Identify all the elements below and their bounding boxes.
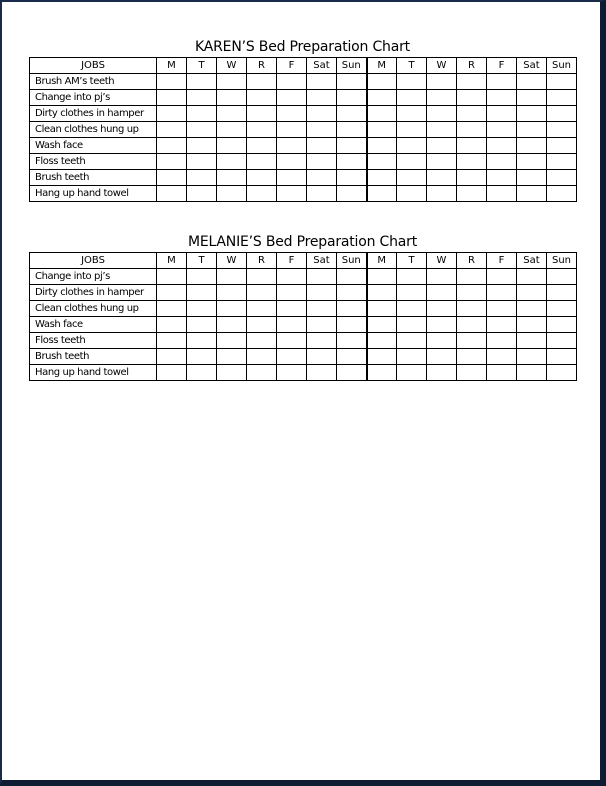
tick-cell[interactable] [217, 186, 247, 202]
header-day: M [367, 58, 397, 74]
tick-cell[interactable] [217, 349, 247, 365]
tick-cell[interactable] [277, 269, 307, 285]
karen-chart [29, 38, 576, 202]
tick-cell[interactable] [217, 317, 247, 333]
tick-cell[interactable] [157, 138, 187, 154]
job-row [30, 74, 577, 90]
tick-cell[interactable] [367, 74, 397, 90]
tick-cell[interactable] [427, 90, 457, 106]
tick-cell[interactable] [247, 365, 277, 381]
tick-cell[interactable] [517, 317, 547, 333]
tick-cell[interactable] [187, 333, 217, 349]
tick-cell[interactable] [217, 106, 247, 122]
tick-cell[interactable] [487, 106, 517, 122]
tick-cell[interactable] [277, 301, 307, 317]
tick-cell[interactable] [457, 269, 487, 285]
tick-cell[interactable] [337, 186, 367, 202]
tick-cell[interactable] [367, 90, 397, 106]
tick-cell[interactable] [397, 349, 427, 365]
tick-cell[interactable] [367, 365, 397, 381]
header-day: Sun [337, 253, 367, 269]
tick-cell[interactable] [547, 138, 577, 154]
tick-cell[interactable] [367, 170, 397, 186]
tick-cell[interactable] [307, 154, 337, 170]
header-day: W [217, 58, 247, 74]
tick-cell[interactable] [397, 301, 427, 317]
job-label: Change into pj’s [30, 90, 157, 106]
tick-cell[interactable] [517, 333, 547, 349]
tick-cell[interactable] [187, 74, 217, 90]
tick-cell[interactable] [517, 90, 547, 106]
tick-cell[interactable] [427, 122, 457, 138]
tick-cell[interactable] [427, 317, 457, 333]
tick-cell[interactable] [517, 365, 547, 381]
header-day: W [427, 253, 457, 269]
tick-cell[interactable] [487, 154, 517, 170]
tick-cell[interactable] [277, 186, 307, 202]
header-day: F [277, 58, 307, 74]
tick-cell[interactable] [277, 90, 307, 106]
tick-cell[interactable] [517, 154, 547, 170]
tick-cell[interactable] [547, 170, 577, 186]
job-label: Brush teeth [30, 349, 157, 365]
tick-cell[interactable] [397, 269, 427, 285]
tick-cell[interactable] [517, 269, 547, 285]
tick-cell[interactable] [217, 154, 247, 170]
tick-cell[interactable] [157, 269, 187, 285]
tick-cell[interactable] [337, 269, 367, 285]
tick-cell[interactable] [517, 285, 547, 301]
tick-cell[interactable] [247, 317, 277, 333]
tick-cell[interactable] [457, 106, 487, 122]
tick-cell[interactable] [337, 90, 367, 106]
tick-cell[interactable] [457, 333, 487, 349]
tick-cell[interactable] [397, 138, 427, 154]
tick-cell[interactable] [217, 301, 247, 317]
tick-cell[interactable] [217, 122, 247, 138]
tick-cell[interactable] [277, 122, 307, 138]
job-label: Brush AM’s teeth [30, 74, 157, 90]
tick-cell[interactable] [247, 170, 277, 186]
job-row [30, 154, 577, 170]
tick-cell[interactable] [307, 170, 337, 186]
tick-cell[interactable] [517, 138, 547, 154]
tick-cell[interactable] [337, 74, 367, 90]
tick-cell[interactable] [337, 301, 367, 317]
tick-cell[interactable] [277, 317, 307, 333]
tick-cell[interactable] [457, 90, 487, 106]
header-day: T [397, 253, 427, 269]
header-day: T [187, 253, 217, 269]
tick-cell[interactable] [457, 122, 487, 138]
tick-cell[interactable] [277, 74, 307, 90]
header-day: R [247, 58, 277, 74]
tick-cell[interactable] [367, 301, 397, 317]
tick-cell[interactable] [517, 301, 547, 317]
tick-cell[interactable] [187, 90, 217, 106]
tick-cell[interactable] [397, 74, 427, 90]
tick-cell[interactable] [247, 301, 277, 317]
tick-cell[interactable] [187, 154, 217, 170]
tick-cell[interactable] [547, 317, 577, 333]
tick-cell[interactable] [487, 170, 517, 186]
tick-cell[interactable] [217, 74, 247, 90]
tick-cell[interactable] [187, 349, 217, 365]
tick-cell[interactable] [397, 317, 427, 333]
header-day: R [457, 58, 487, 74]
tick-cell[interactable] [187, 186, 217, 202]
tick-cell[interactable] [307, 285, 337, 301]
tick-cell[interactable] [157, 301, 187, 317]
header-day: Sun [547, 253, 577, 269]
tick-cell[interactable] [397, 186, 427, 202]
tick-cell[interactable] [367, 154, 397, 170]
tick-cell[interactable] [457, 285, 487, 301]
tick-cell[interactable] [247, 333, 277, 349]
tick-cell[interactable] [277, 285, 307, 301]
tick-cell[interactable] [247, 74, 277, 90]
tick-cell[interactable] [427, 74, 457, 90]
tick-cell[interactable] [307, 74, 337, 90]
tick-cell[interactable] [187, 317, 217, 333]
tick-cell[interactable] [277, 170, 307, 186]
job-label: Dirty clothes in hamper [30, 106, 157, 122]
tick-cell[interactable] [307, 138, 337, 154]
tick-cell[interactable] [157, 349, 187, 365]
tick-cell[interactable] [517, 106, 547, 122]
tick-cell[interactable] [367, 122, 397, 138]
tick-cell[interactable] [547, 349, 577, 365]
tick-cell[interactable] [427, 154, 457, 170]
tick-cell[interactable] [547, 269, 577, 285]
tick-cell[interactable] [427, 349, 457, 365]
tick-cell[interactable] [337, 138, 367, 154]
job-label: Change into pj’s [30, 269, 157, 285]
tick-cell[interactable] [337, 365, 367, 381]
tick-cell[interactable] [217, 285, 247, 301]
job-label: Floss teeth [30, 154, 157, 170]
tick-cell[interactable] [247, 186, 277, 202]
tick-cell[interactable] [247, 106, 277, 122]
job-row [30, 317, 577, 333]
header-jobs: JOBS [30, 58, 157, 74]
header-day: W [217, 253, 247, 269]
tick-cell[interactable] [307, 122, 337, 138]
tick-cell[interactable] [217, 365, 247, 381]
tick-cell[interactable] [547, 122, 577, 138]
header-day: R [457, 253, 487, 269]
tick-cell[interactable] [187, 285, 217, 301]
tick-cell[interactable] [547, 285, 577, 301]
tick-cell[interactable] [487, 365, 517, 381]
tick-cell[interactable] [247, 285, 277, 301]
header-day: F [487, 253, 517, 269]
job-label: Hang up hand towel [30, 186, 157, 202]
tick-cell[interactable] [217, 138, 247, 154]
job-row [30, 170, 577, 186]
tick-cell[interactable] [487, 349, 517, 365]
tick-cell[interactable] [487, 74, 517, 90]
tick-cell[interactable] [337, 154, 367, 170]
header-day: R [247, 253, 277, 269]
tick-cell[interactable] [397, 365, 427, 381]
tick-cell[interactable] [487, 317, 517, 333]
job-label: Clean clothes hung up [30, 122, 157, 138]
job-row [30, 269, 577, 285]
tick-cell[interactable] [457, 74, 487, 90]
tick-cell[interactable] [427, 138, 457, 154]
tick-cell[interactable] [337, 349, 367, 365]
chart-table [29, 57, 577, 202]
job-row [30, 186, 577, 202]
tick-cell[interactable] [487, 186, 517, 202]
tick-cell[interactable] [427, 106, 457, 122]
tick-cell[interactable] [547, 90, 577, 106]
tick-cell[interactable] [457, 301, 487, 317]
tick-cell[interactable] [247, 138, 277, 154]
tick-cell[interactable] [457, 154, 487, 170]
tick-cell[interactable] [277, 138, 307, 154]
job-row [30, 285, 577, 301]
tick-cell[interactable] [367, 138, 397, 154]
header-day: Sun [337, 58, 367, 74]
job-row [30, 138, 577, 154]
tick-cell[interactable] [157, 186, 187, 202]
tick-cell[interactable] [547, 154, 577, 170]
job-label: Brush teeth [30, 170, 157, 186]
tick-cell[interactable] [217, 90, 247, 106]
job-label: Hang up hand towel [30, 365, 157, 381]
tick-cell[interactable] [397, 106, 427, 122]
tick-cell[interactable] [547, 365, 577, 381]
tick-cell[interactable] [337, 285, 367, 301]
tick-cell[interactable] [307, 317, 337, 333]
tick-cell[interactable] [367, 317, 397, 333]
tick-cell[interactable] [517, 349, 547, 365]
chart-table [29, 252, 577, 381]
tick-cell[interactable] [547, 301, 577, 317]
tick-cell[interactable] [427, 170, 457, 186]
tick-cell[interactable] [277, 333, 307, 349]
tick-cell[interactable] [457, 138, 487, 154]
tick-cell[interactable] [397, 170, 427, 186]
tick-cell[interactable] [307, 349, 337, 365]
tick-cell[interactable] [337, 170, 367, 186]
header-day: Sat [517, 253, 547, 269]
tick-cell[interactable] [187, 365, 217, 381]
job-row [30, 365, 577, 381]
tick-cell[interactable] [487, 269, 517, 285]
tick-cell[interactable] [307, 365, 337, 381]
tick-cell[interactable] [517, 74, 547, 90]
job-label: Clean clothes hung up [30, 301, 157, 317]
tick-cell[interactable] [217, 269, 247, 285]
header-day: Sun [547, 58, 577, 74]
tick-cell[interactable] [487, 333, 517, 349]
tick-cell[interactable] [157, 154, 187, 170]
tick-cell[interactable] [277, 365, 307, 381]
tick-cell[interactable] [427, 365, 457, 381]
tick-cell[interactable] [307, 106, 337, 122]
tick-cell[interactable] [187, 269, 217, 285]
tick-cell[interactable] [247, 122, 277, 138]
tick-cell[interactable] [457, 170, 487, 186]
tick-cell[interactable] [367, 106, 397, 122]
tick-cell[interactable] [487, 285, 517, 301]
tick-cell[interactable] [187, 122, 217, 138]
tick-cell[interactable] [397, 285, 427, 301]
tick-cell[interactable] [457, 186, 487, 202]
tick-cell[interactable] [157, 122, 187, 138]
tick-cell[interactable] [457, 317, 487, 333]
tick-cell[interactable] [307, 269, 337, 285]
job-row [30, 349, 577, 365]
tick-cell[interactable] [247, 349, 277, 365]
header-row [30, 253, 577, 269]
tick-cell[interactable] [547, 106, 577, 122]
tick-cell[interactable] [157, 170, 187, 186]
tick-cell[interactable] [157, 74, 187, 90]
tick-cell[interactable] [367, 349, 397, 365]
tick-cell[interactable] [157, 285, 187, 301]
tick-cell[interactable] [307, 90, 337, 106]
job-label: Dirty clothes in hamper [30, 285, 157, 301]
tick-cell[interactable] [427, 285, 457, 301]
job-label: Wash face [30, 317, 157, 333]
header-jobs: JOBS [30, 253, 157, 269]
tick-cell[interactable] [487, 122, 517, 138]
tick-cell[interactable] [547, 74, 577, 90]
tick-cell[interactable] [367, 269, 397, 285]
tick-cell[interactable] [397, 90, 427, 106]
header-day: Sat [517, 58, 547, 74]
tick-cell[interactable] [157, 365, 187, 381]
header-row [30, 58, 577, 74]
tick-cell[interactable] [247, 269, 277, 285]
tick-cell[interactable] [337, 333, 367, 349]
chart-title: KAREN’S Bed Preparation Chart [195, 39, 410, 55]
tick-cell[interactable] [217, 170, 247, 186]
tick-cell[interactable] [307, 301, 337, 317]
tick-cell[interactable] [547, 186, 577, 202]
header-day: Sat [307, 253, 337, 269]
header-day: T [187, 58, 217, 74]
tick-cell[interactable] [157, 90, 187, 106]
job-row [30, 122, 577, 138]
tick-cell[interactable] [397, 154, 427, 170]
tick-cell[interactable] [457, 365, 487, 381]
header-day: W [427, 58, 457, 74]
tick-cell[interactable] [277, 154, 307, 170]
header-day: M [367, 253, 397, 269]
tick-cell[interactable] [277, 349, 307, 365]
tick-cell[interactable] [247, 154, 277, 170]
header-day: F [487, 58, 517, 74]
chart-title: MELANIE’S Bed Preparation Chart [187, 234, 417, 250]
tick-cell[interactable] [337, 122, 367, 138]
tick-cell[interactable] [247, 90, 277, 106]
tick-cell[interactable] [547, 333, 577, 349]
tick-cell[interactable] [187, 138, 217, 154]
tick-cell[interactable] [157, 317, 187, 333]
tick-cell[interactable] [187, 301, 217, 317]
header-day: T [397, 58, 427, 74]
tick-cell[interactable] [487, 138, 517, 154]
tick-cell[interactable] [427, 301, 457, 317]
tick-cell[interactable] [427, 269, 457, 285]
job-row [30, 301, 577, 317]
tick-cell[interactable] [367, 285, 397, 301]
job-row [30, 106, 577, 122]
job-label: Floss teeth [30, 333, 157, 349]
header-day: M [157, 58, 187, 74]
tick-cell[interactable] [337, 317, 367, 333]
tick-cell[interactable] [487, 90, 517, 106]
tick-cell[interactable] [187, 170, 217, 186]
job-row [30, 333, 577, 349]
tick-cell[interactable] [517, 122, 547, 138]
header-day: F [277, 253, 307, 269]
tick-cell[interactable] [367, 333, 397, 349]
tick-cell[interactable] [157, 333, 187, 349]
tick-cell[interactable] [157, 106, 187, 122]
tick-cell[interactable] [367, 186, 397, 202]
tick-cell[interactable] [307, 333, 337, 349]
tick-cell[interactable] [397, 122, 427, 138]
job-row [30, 90, 577, 106]
header-day: M [157, 253, 187, 269]
tick-cell[interactable] [397, 333, 427, 349]
tick-cell[interactable] [457, 349, 487, 365]
tick-cell[interactable] [307, 186, 337, 202]
tick-cell[interactable] [217, 333, 247, 349]
tick-cell[interactable] [427, 333, 457, 349]
tick-cell[interactable] [427, 186, 457, 202]
tick-cell[interactable] [487, 301, 517, 317]
job-label: Wash face [30, 138, 157, 154]
header-day: Sat [307, 58, 337, 74]
melanie-chart [29, 233, 576, 381]
tick-cell[interactable] [187, 106, 217, 122]
tick-cell[interactable] [277, 106, 307, 122]
tick-cell[interactable] [337, 106, 367, 122]
tick-cell[interactable] [517, 186, 547, 202]
tick-cell[interactable] [517, 170, 547, 186]
